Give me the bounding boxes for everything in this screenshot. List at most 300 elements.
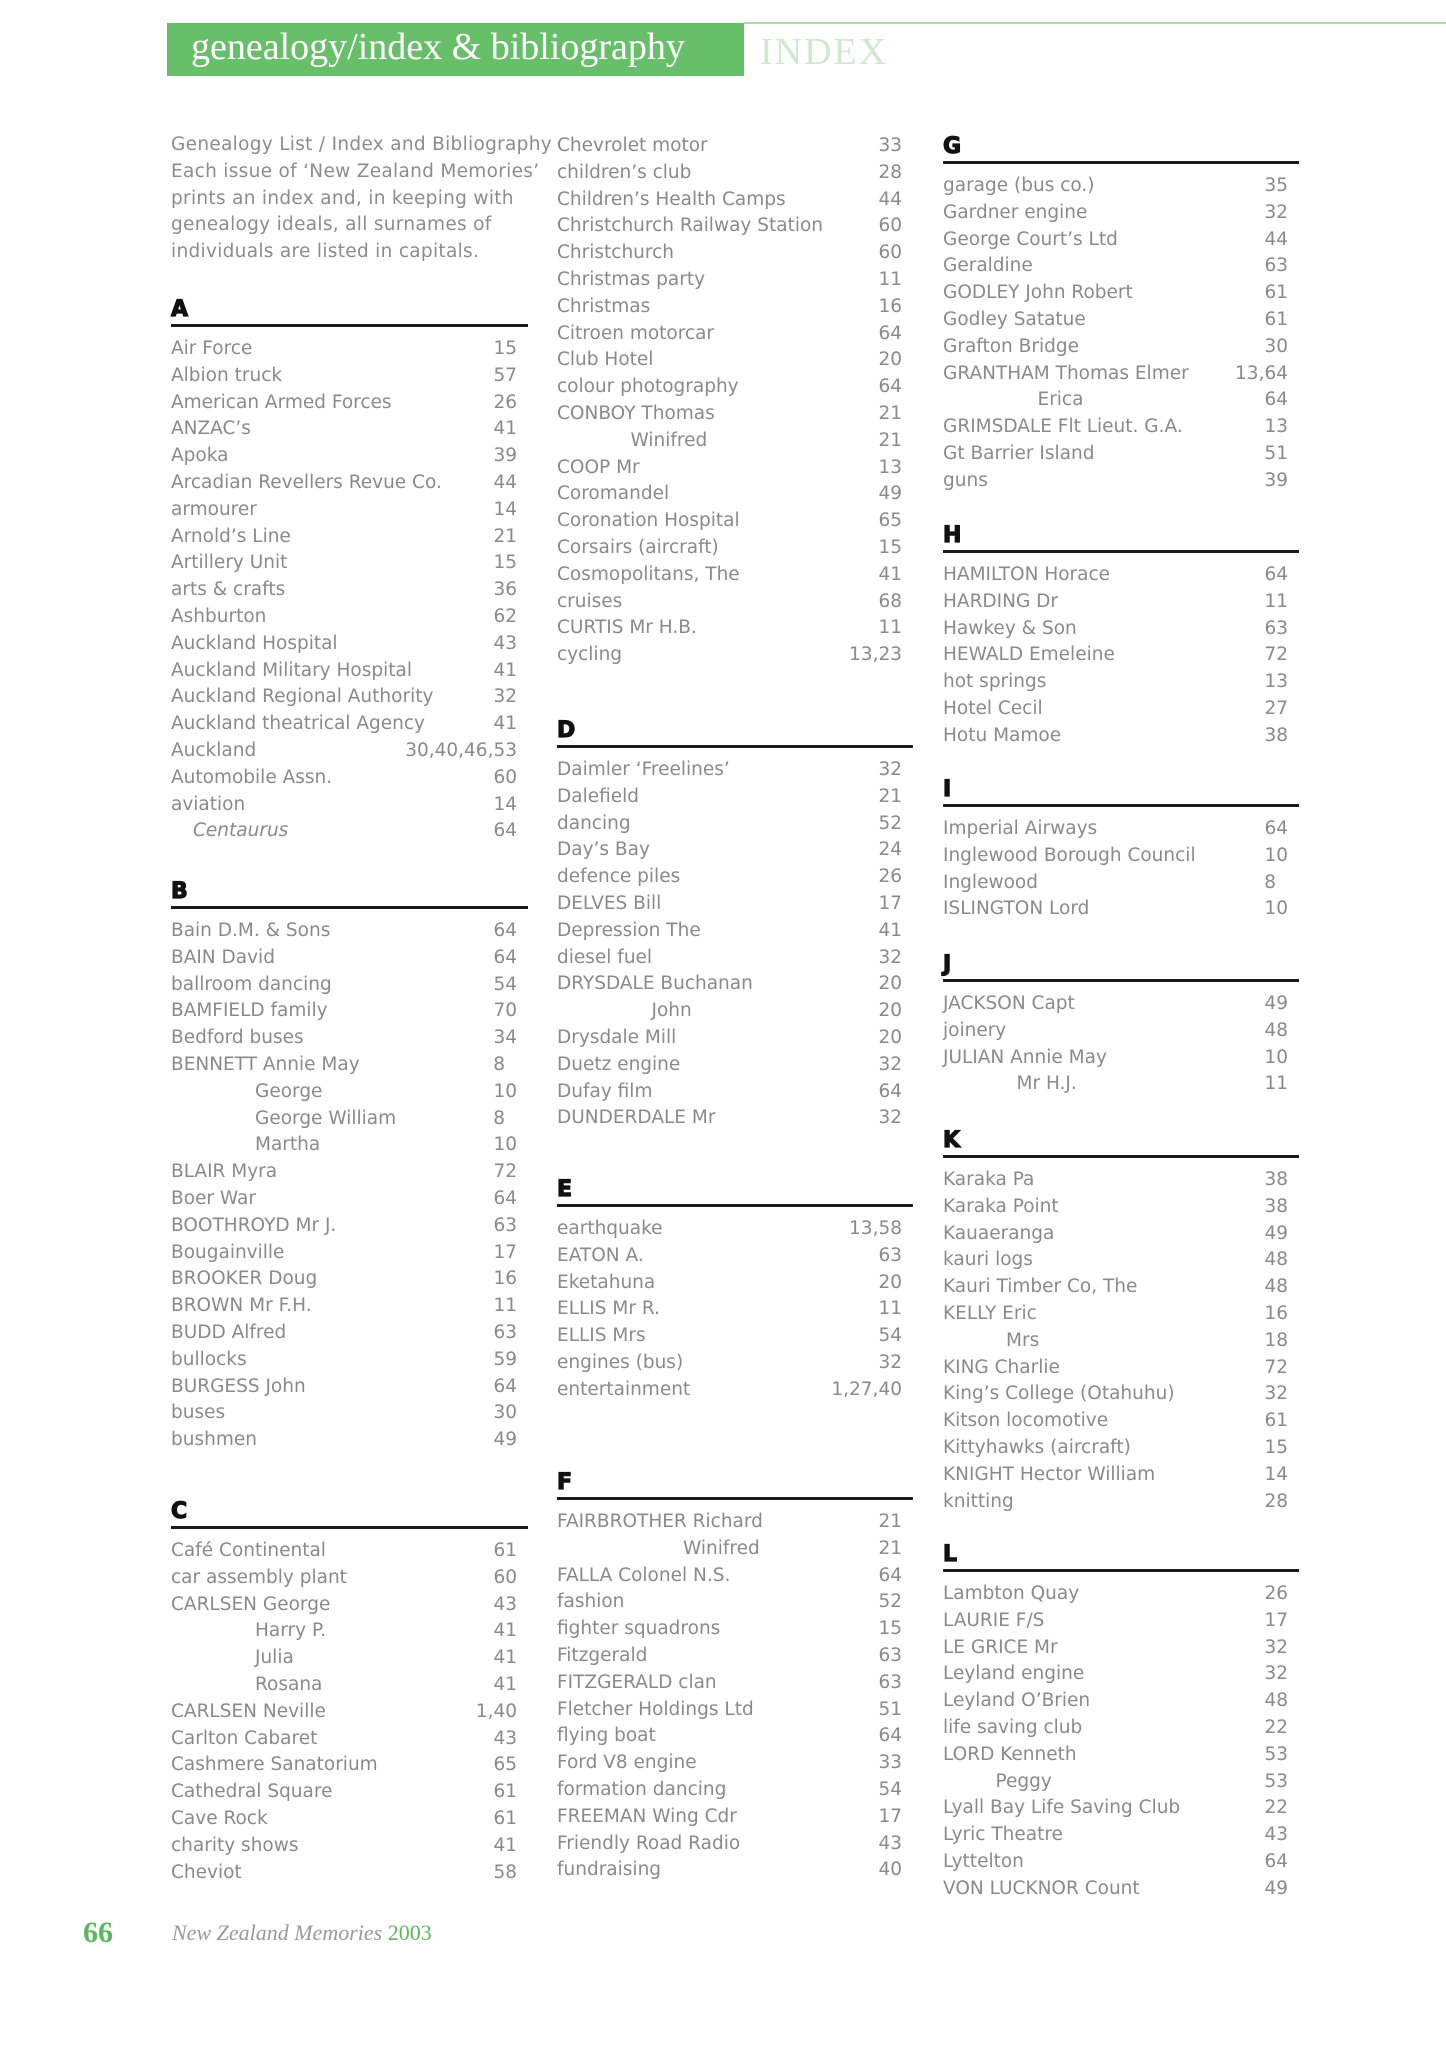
entry-pages: 60 xyxy=(493,766,517,788)
entry-pages: 41 xyxy=(493,659,517,681)
entry-term: dancing xyxy=(557,812,631,834)
entry-pages: 51 xyxy=(878,1698,902,1720)
entry-pages: 43 xyxy=(878,1832,902,1854)
entry-term-continuation: Erica xyxy=(1037,389,1084,411)
index-entry xyxy=(943,616,1299,643)
index-entry xyxy=(171,524,528,551)
index-entry xyxy=(171,1752,528,1779)
entry-pages: 65 xyxy=(878,510,902,532)
entry-pages: 41 xyxy=(493,1620,517,1642)
index-entry xyxy=(557,1243,913,1270)
entry-pages: 63 xyxy=(878,1671,902,1693)
section-heading xyxy=(557,1470,913,1500)
entry-term: Boer War xyxy=(171,1187,256,1209)
entry-pages: 10 xyxy=(1264,844,1288,866)
section-letter: B xyxy=(171,879,188,904)
entry-term: FITZGERALD clan xyxy=(557,1671,717,1693)
entry-term: Eketahuna xyxy=(557,1271,656,1293)
entry-pages: 11 xyxy=(878,268,902,290)
entry-term: Children’s Health Camps xyxy=(557,188,786,210)
index-entry xyxy=(943,1769,1299,1796)
entry-list xyxy=(557,133,913,669)
entry-term: Ashburton xyxy=(171,605,267,627)
index-entry xyxy=(171,1806,528,1833)
index-entry xyxy=(171,1565,528,1592)
entry-term: DELVES Bill xyxy=(557,892,662,914)
index-entry xyxy=(557,1377,913,1404)
entry-term: guns xyxy=(943,469,988,491)
entry-term: Kauri Timber Co, The xyxy=(943,1276,1138,1298)
index-entry xyxy=(943,1328,1299,1355)
entry-term: car assembly plant xyxy=(171,1566,347,1588)
index-section-b xyxy=(171,879,528,1454)
section-rule xyxy=(943,1155,1299,1158)
index-entry xyxy=(943,896,1299,923)
entry-pages: 33 xyxy=(878,135,902,156)
entry-pages: 39 xyxy=(493,445,517,467)
index-entry xyxy=(557,481,913,508)
index-entry xyxy=(943,1274,1299,1301)
entry-term: fundraising xyxy=(557,1859,662,1881)
index-entry xyxy=(171,1025,528,1052)
entry-term: BOOTHROYD Mr J. xyxy=(171,1214,337,1236)
entry-term: EATON A. xyxy=(557,1244,644,1266)
entry-term: Inglewood xyxy=(943,871,1038,893)
entry-pages: 8 xyxy=(493,1107,505,1129)
entry-pages: 17 xyxy=(1264,1609,1288,1631)
index-entry xyxy=(171,631,528,658)
index-entry xyxy=(557,1350,913,1377)
index-entry xyxy=(943,1071,1299,1098)
entry-term: knitting xyxy=(943,1490,1014,1512)
entry-pages: 49 xyxy=(493,1429,517,1451)
index-entry xyxy=(557,428,913,455)
entry-pages: 53 xyxy=(1264,1770,1288,1792)
index-entry xyxy=(171,765,528,792)
entry-term: Cheviot xyxy=(171,1861,242,1883)
entry-pages: 15 xyxy=(1264,1436,1288,1458)
entry-pages: 11 xyxy=(1264,1073,1288,1095)
entry-pages: 10 xyxy=(493,1080,517,1102)
entry-term: bushmen xyxy=(171,1429,257,1451)
entry-term: BROWN Mr F.H. xyxy=(171,1295,312,1317)
index-entry xyxy=(557,374,913,401)
index-entry xyxy=(943,334,1299,361)
entry-term: Bedford buses xyxy=(171,1027,304,1049)
entry-term: Carlton Cabaret xyxy=(171,1727,318,1749)
index-entry xyxy=(171,1400,528,1427)
entry-list xyxy=(943,1581,1299,1903)
entry-term: engines (bus) xyxy=(557,1351,684,1373)
entry-pages: 64 xyxy=(493,820,517,842)
entry-term: children’s club xyxy=(557,161,692,183)
entry-term: Lyric Theatre xyxy=(943,1824,1063,1846)
entry-term: garage (bus co.) xyxy=(943,175,1095,196)
entry-pages: 61 xyxy=(1264,308,1288,330)
index-section-c xyxy=(171,1499,528,1886)
entry-term: flying boat xyxy=(557,1725,656,1747)
index-entry xyxy=(943,1822,1299,1849)
entry-term: Kauaeranga xyxy=(943,1222,1055,1244)
intro-line: Each issue of ‘New Zealand Memories’ xyxy=(171,160,540,182)
entry-term-continuation: Winifred xyxy=(630,429,708,451)
entry-term: King’s College (Otahuhu) xyxy=(943,1383,1175,1405)
entry-pages: 64 xyxy=(493,920,517,941)
entry-pages: 61 xyxy=(493,1807,517,1829)
entry-term: Godley Satatue xyxy=(943,308,1086,330)
entry-pages: 48 xyxy=(1264,1249,1288,1271)
entry-pages: 22 xyxy=(1264,1797,1288,1819)
entry-list xyxy=(171,1538,528,1886)
index-section-i xyxy=(943,777,1299,923)
index-entry xyxy=(557,1509,913,1536)
entry-term: Citroen motorcar xyxy=(557,322,715,344)
entry-term: LORD Kenneth xyxy=(943,1743,1077,1765)
index-entry xyxy=(171,1592,528,1619)
index-entry xyxy=(557,837,913,864)
index-entry xyxy=(943,1045,1299,1072)
entry-pages: 15 xyxy=(493,338,517,359)
index-entry xyxy=(557,1670,913,1697)
entry-pages: 64 xyxy=(878,1725,902,1747)
entry-pages: 41 xyxy=(493,418,517,440)
index-entry xyxy=(943,280,1299,307)
section-letter: H xyxy=(943,523,962,548)
index-entry xyxy=(943,1581,1299,1608)
index-entry xyxy=(171,336,528,363)
entry-term: Hotel Cecil xyxy=(943,697,1043,719)
entry-term: diesel fuel xyxy=(557,946,653,968)
section-letter: A xyxy=(171,297,189,322)
entry-term: Day’s Bay xyxy=(557,839,650,861)
entry-term: Kittyhawks (aircraft) xyxy=(943,1436,1131,1458)
section-rule xyxy=(557,1204,913,1207)
entry-term: BROOKER Doug xyxy=(171,1268,318,1290)
entry-pages: 41 xyxy=(493,713,517,735)
entry-term: Coronation Hospital xyxy=(557,510,740,532)
section-heading xyxy=(557,718,913,748)
index-entry xyxy=(557,998,913,1025)
entry-pages: 10 xyxy=(1264,898,1288,920)
entry-term-continuation: George William xyxy=(255,1107,397,1129)
index-entry xyxy=(557,1052,913,1079)
index-entry xyxy=(557,1831,913,1858)
entry-term: Fitzgerald xyxy=(557,1644,648,1666)
entry-pages: 63 xyxy=(878,1244,902,1266)
index-section-g xyxy=(943,134,1299,495)
index-entry xyxy=(557,1857,913,1884)
index-section-h xyxy=(943,523,1299,750)
entry-term: Cashmere Sanatorium xyxy=(171,1754,378,1776)
entry-term: Auckland theatrical Agency xyxy=(171,713,425,735)
index-entry xyxy=(943,1462,1299,1489)
index-entry xyxy=(557,811,913,838)
index-entry xyxy=(557,784,913,811)
entry-term: Cathedral Square xyxy=(171,1781,333,1803)
entry-term: Automobile Assn. xyxy=(171,766,333,788)
index-entry xyxy=(943,870,1299,897)
entry-pages: 30 xyxy=(493,1402,517,1424)
entry-pages: 27 xyxy=(1264,697,1288,719)
entry-pages: 54 xyxy=(878,1325,902,1347)
index-entry xyxy=(171,1374,528,1401)
entry-term: CONBOY Thomas xyxy=(557,402,715,424)
index-entry xyxy=(557,1296,913,1323)
index-entry xyxy=(171,1079,528,1106)
entry-term: CURTIS Mr H.B. xyxy=(557,617,697,639)
entry-list xyxy=(943,991,1299,1098)
section-letter: D xyxy=(557,718,576,743)
entry-pages: 41 xyxy=(493,1673,517,1695)
entry-pages: 24 xyxy=(878,839,902,861)
entry-pages: 16 xyxy=(1264,1302,1288,1324)
index-entry xyxy=(171,1293,528,1320)
entry-pages: 52 xyxy=(878,812,902,834)
index-entry xyxy=(171,1645,528,1672)
entry-pages: 44 xyxy=(1264,228,1288,250)
entry-term: Café Continental xyxy=(171,1540,326,1561)
index-entry xyxy=(557,615,913,642)
entry-term: Dufay film xyxy=(557,1080,653,1102)
entry-term: charity shows xyxy=(171,1834,299,1856)
entry-pages: 13,23 xyxy=(849,644,902,666)
entry-term: FALLA Colonel N.S. xyxy=(557,1564,731,1586)
entry-pages: 17 xyxy=(878,1805,902,1827)
entry-pages: 64 xyxy=(493,1187,517,1209)
entry-pages: 20 xyxy=(878,1000,902,1022)
index-entry xyxy=(171,416,528,443)
entry-term: Lyttelton xyxy=(943,1850,1024,1872)
entry-term: Arnold’s Line xyxy=(171,525,291,547)
section-heading xyxy=(943,952,1299,982)
index-entry xyxy=(943,696,1299,723)
entry-term: BUDD Alfred xyxy=(171,1321,287,1343)
index-entry xyxy=(943,1661,1299,1688)
entry-term: JULIAN Annie May xyxy=(943,1046,1107,1068)
section-title-bar xyxy=(167,23,744,76)
index-entry xyxy=(557,535,913,562)
section-heading xyxy=(943,1542,1299,1572)
index-entry xyxy=(943,441,1299,468)
index-entry xyxy=(171,1266,528,1293)
entry-term: kauri logs xyxy=(943,1249,1033,1271)
index-section-c-continued xyxy=(557,93,913,669)
intro-line: genealogy ideals, all surnames of xyxy=(171,214,492,236)
index-entry xyxy=(171,443,528,470)
entry-pages: 21 xyxy=(878,429,902,451)
entry-pages: 64 xyxy=(1264,1850,1288,1872)
entry-term: BURGESS John xyxy=(171,1375,306,1397)
index-section-a xyxy=(171,297,528,845)
entry-pages: 21 xyxy=(878,785,902,807)
section-letter: C xyxy=(171,1499,188,1524)
entry-term: Gt Barrier Island xyxy=(943,442,1095,464)
index-entry xyxy=(557,971,913,998)
entry-pages: 72 xyxy=(493,1161,517,1183)
entry-pages: 41 xyxy=(493,1834,517,1856)
index-entry xyxy=(171,577,528,604)
index-entry xyxy=(557,562,913,589)
entry-term: Grafton Bridge xyxy=(943,335,1079,357)
entry-pages: 57 xyxy=(493,364,517,386)
entry-term: Air Force xyxy=(171,338,253,359)
index-entry xyxy=(171,1159,528,1186)
index-entry xyxy=(171,1860,528,1887)
index-entry xyxy=(557,757,913,784)
entry-pages: 28 xyxy=(1264,1490,1288,1512)
index-entry xyxy=(171,604,528,631)
entry-pages: 11 xyxy=(493,1295,517,1317)
index-entry xyxy=(557,1563,913,1590)
entry-term: Karaka Point xyxy=(943,1195,1059,1217)
entry-term: Gardner engine xyxy=(943,201,1088,223)
entry-term: armourer xyxy=(171,498,257,520)
entry-pages: 32 xyxy=(1264,1383,1288,1405)
entry-pages: 63 xyxy=(1264,617,1288,639)
index-entry xyxy=(171,972,528,999)
index-entry xyxy=(557,1323,913,1350)
entry-pages: 59 xyxy=(493,1348,517,1370)
entry-term: hot springs xyxy=(943,671,1047,693)
index-entry xyxy=(171,1347,528,1374)
entry-term: Club Hotel xyxy=(557,349,654,371)
entry-pages: 11 xyxy=(878,1298,902,1320)
index-entry xyxy=(557,187,913,214)
index-entry xyxy=(943,991,1299,1018)
entry-term: KING Charlie xyxy=(943,1356,1060,1378)
index-entry xyxy=(557,508,913,535)
index-entry xyxy=(557,455,913,482)
entry-list xyxy=(943,173,1299,495)
index-entry xyxy=(943,1608,1299,1635)
entry-term: life saving club xyxy=(943,1716,1083,1738)
entry-pages: 26 xyxy=(1264,1583,1288,1604)
entry-term: GRIMSDALE Flt Lieut. G.A. xyxy=(943,416,1183,438)
header-rule xyxy=(744,22,1446,24)
entry-pages: 38 xyxy=(1264,1195,1288,1217)
page-title: genealogy/index & bibliography xyxy=(191,26,685,68)
entry-term: FREEMAN Wing Cdr xyxy=(557,1805,737,1827)
entry-pages: 70 xyxy=(493,1000,517,1022)
index-entry xyxy=(171,1538,528,1565)
entry-pages: 32 xyxy=(878,1107,902,1129)
entry-term: ELLIS Mrs xyxy=(557,1325,646,1347)
entry-pages: 32 xyxy=(1264,1663,1288,1685)
section-letter: F xyxy=(557,1470,573,1495)
section-rule xyxy=(943,979,1299,982)
entry-pages: 22 xyxy=(1264,1716,1288,1738)
entry-pages: 63 xyxy=(493,1321,517,1343)
entry-pages: 41 xyxy=(493,1647,517,1669)
index-entry xyxy=(557,1216,913,1243)
index-entry xyxy=(557,1105,913,1132)
index-entry xyxy=(943,1795,1299,1822)
index-entry xyxy=(943,843,1299,870)
index-entry xyxy=(943,361,1299,388)
entry-pages: 39 xyxy=(1264,469,1288,491)
entry-list xyxy=(943,1167,1299,1515)
index-entry xyxy=(943,414,1299,441)
index-entry xyxy=(557,1536,913,1563)
entry-pages: 60 xyxy=(493,1566,517,1588)
entry-term: CARLSEN Neville xyxy=(171,1700,326,1722)
section-rule xyxy=(943,1569,1299,1572)
entry-pages: 61 xyxy=(493,1781,517,1803)
entry-pages: 15 xyxy=(878,1618,902,1640)
entry-term: Leyland O’Brien xyxy=(943,1690,1091,1712)
entry-pages: 36 xyxy=(493,579,517,601)
entry-term: Leyland engine xyxy=(943,1663,1085,1685)
entry-pages: 14 xyxy=(1264,1463,1288,1485)
entry-term: Artillery Unit xyxy=(171,552,288,574)
entry-pages: 64 xyxy=(1264,564,1288,585)
entry-term: HEWALD Emeleine xyxy=(943,644,1115,666)
index-entry xyxy=(943,1635,1299,1662)
intro-line: prints an index and, in keeping with xyxy=(171,187,514,209)
entry-term: fashion xyxy=(557,1591,625,1613)
entry-term: COOP Mr xyxy=(557,456,640,478)
entry-pages: 72 xyxy=(1264,1356,1288,1378)
index-entry xyxy=(171,658,528,685)
section-letter: K xyxy=(943,1128,961,1153)
section-heading xyxy=(943,523,1299,553)
entry-term-continuation: Winifred xyxy=(683,1537,760,1559)
entry-term: Inglewood Borough Council xyxy=(943,844,1196,866)
entry-pages: 33 xyxy=(878,1752,902,1774)
entry-term: BAIN David xyxy=(171,946,275,968)
index-entry xyxy=(171,918,528,945)
intro-paragraph xyxy=(171,132,552,266)
entry-term: formation dancing xyxy=(557,1778,727,1800)
entry-term: Christchurch xyxy=(557,242,674,264)
entry-pages: 49 xyxy=(1264,1222,1288,1244)
index-entry xyxy=(171,390,528,417)
entry-pages: 35 xyxy=(1264,175,1288,196)
entry-pages: 15 xyxy=(878,536,902,558)
entry-pages: 10 xyxy=(493,1134,517,1156)
entry-pages: 8 xyxy=(1264,871,1276,893)
entry-term: Friendly Road Radio xyxy=(557,1832,741,1854)
index-entry xyxy=(171,738,528,765)
section-heading xyxy=(171,297,528,327)
index-entry xyxy=(171,363,528,390)
index-section-f xyxy=(557,1470,913,1884)
index-entry xyxy=(943,1876,1299,1903)
section-rule xyxy=(171,906,528,909)
index-entry xyxy=(171,945,528,972)
index-entry xyxy=(557,891,913,918)
entry-term: Kitson locomotive xyxy=(943,1410,1109,1432)
entry-pages: 53 xyxy=(1264,1743,1288,1765)
index-entry xyxy=(171,1320,528,1347)
entry-pages: 63 xyxy=(493,1214,517,1236)
entry-pages: 64 xyxy=(1264,389,1288,411)
index-entry xyxy=(171,818,528,845)
intro-line: Genealogy List / Index and Bibliography xyxy=(171,134,552,155)
entry-pages: 44 xyxy=(878,188,902,210)
entry-pages: 32 xyxy=(878,759,902,780)
section-rule xyxy=(943,804,1299,807)
index-entry xyxy=(943,387,1299,414)
index-entry xyxy=(557,1777,913,1804)
entry-pages: 49 xyxy=(1264,993,1288,1014)
entry-pages: 68 xyxy=(878,590,902,612)
index-entry xyxy=(171,1833,528,1860)
index-entry xyxy=(943,1018,1299,1045)
entry-pages: 30 xyxy=(1264,335,1288,357)
index-entry xyxy=(943,669,1299,696)
entry-term: HARDING Dr xyxy=(943,590,1059,612)
